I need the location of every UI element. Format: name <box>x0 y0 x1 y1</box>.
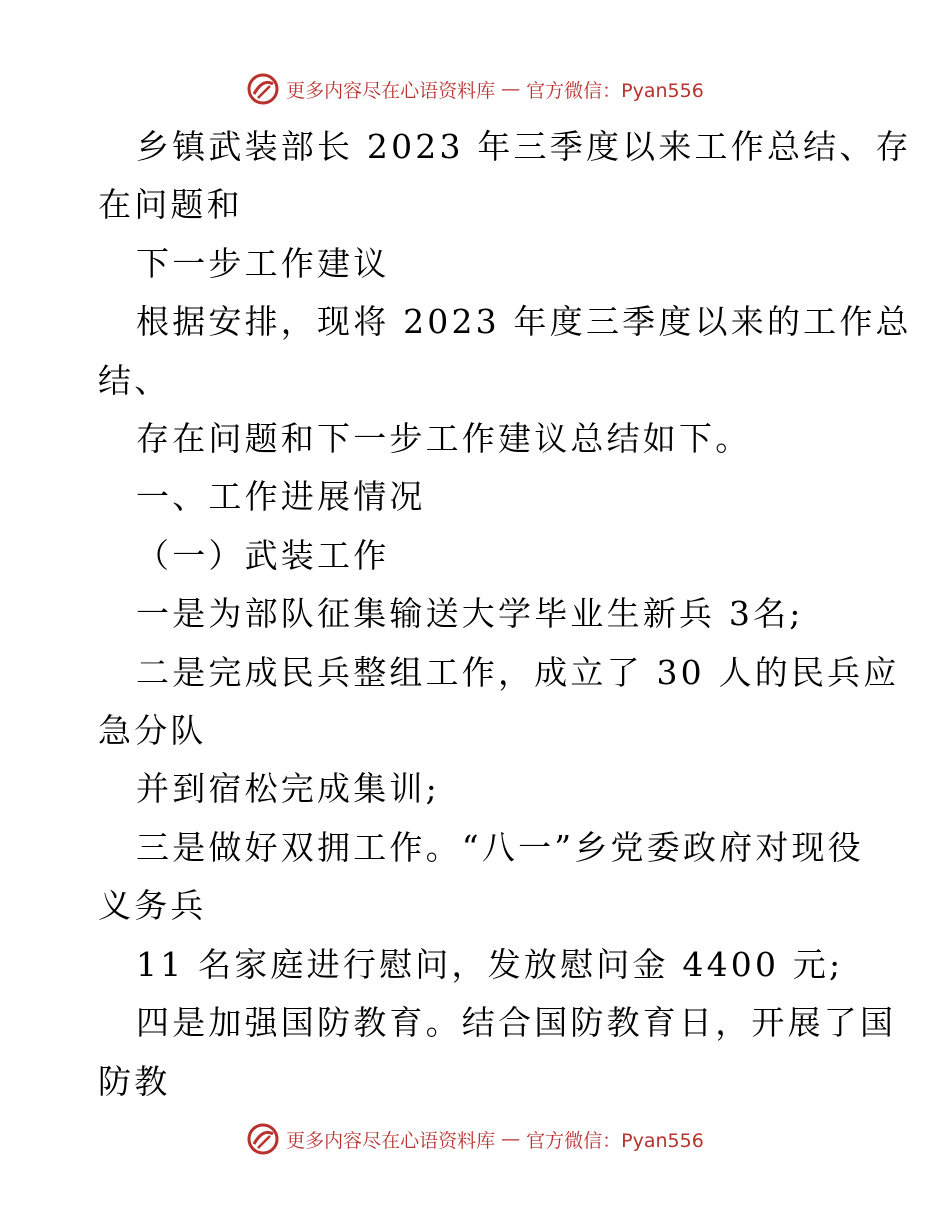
document-line: 急分队 <box>98 711 207 751</box>
footer-contact: 官方微信：Pyan556 <box>526 1129 704 1152</box>
document-line: 二是完成民兵整组工作，成立了 30 人的民兵应 <box>136 652 900 692</box>
document-line: 乡镇武装部长 2023 年三季度以来工作总结、存 <box>136 127 912 166</box>
document-line: 结、 <box>98 360 171 400</box>
document-line: 11 名家庭进行慰问，发放慰问金 4400 元; <box>136 944 844 984</box>
header-text: 更多内容尽在心语资料库 <box>286 79 496 102</box>
document-line: 下一步工作建议 <box>136 243 390 283</box>
header-separator: — <box>501 78 521 100</box>
footer-banner <box>0 1122 950 1156</box>
document-line: 存在问题和下一步工作建议总结如下。 <box>136 419 752 459</box>
document-line: 根据安排，现将 2023 年度三季度以来的工作总 <box>136 302 912 342</box>
document-line: 一、工作进展情况 <box>136 477 426 517</box>
document-line: 一是为部队征集输送大学毕业生新兵 3名; <box>136 594 804 634</box>
header-contact: 官方微信：Pyan556 <box>526 79 704 102</box>
document-line: 三是做好双拥工作。“八一”乡党委政府对现役 <box>136 827 864 867</box>
document-body <box>98 118 912 1111</box>
document-line: 四是加强国防教育。结合国防教育日，开展了国 <box>136 1003 897 1043</box>
header-banner <box>0 72 950 106</box>
logo-emblem-icon <box>246 1122 280 1156</box>
footer-separator: — <box>501 1128 521 1150</box>
logo-emblem-icon <box>246 72 280 106</box>
document-line: 并到宿松完成集训; <box>136 769 440 809</box>
document-line: 义务兵 <box>98 886 207 926</box>
footer-text: 更多内容尽在心语资料库 <box>286 1129 496 1152</box>
document-line: 防教 <box>98 1061 171 1101</box>
document-line: （一）武装工作 <box>136 535 390 575</box>
document-line: 在问题和 <box>98 185 243 225</box>
